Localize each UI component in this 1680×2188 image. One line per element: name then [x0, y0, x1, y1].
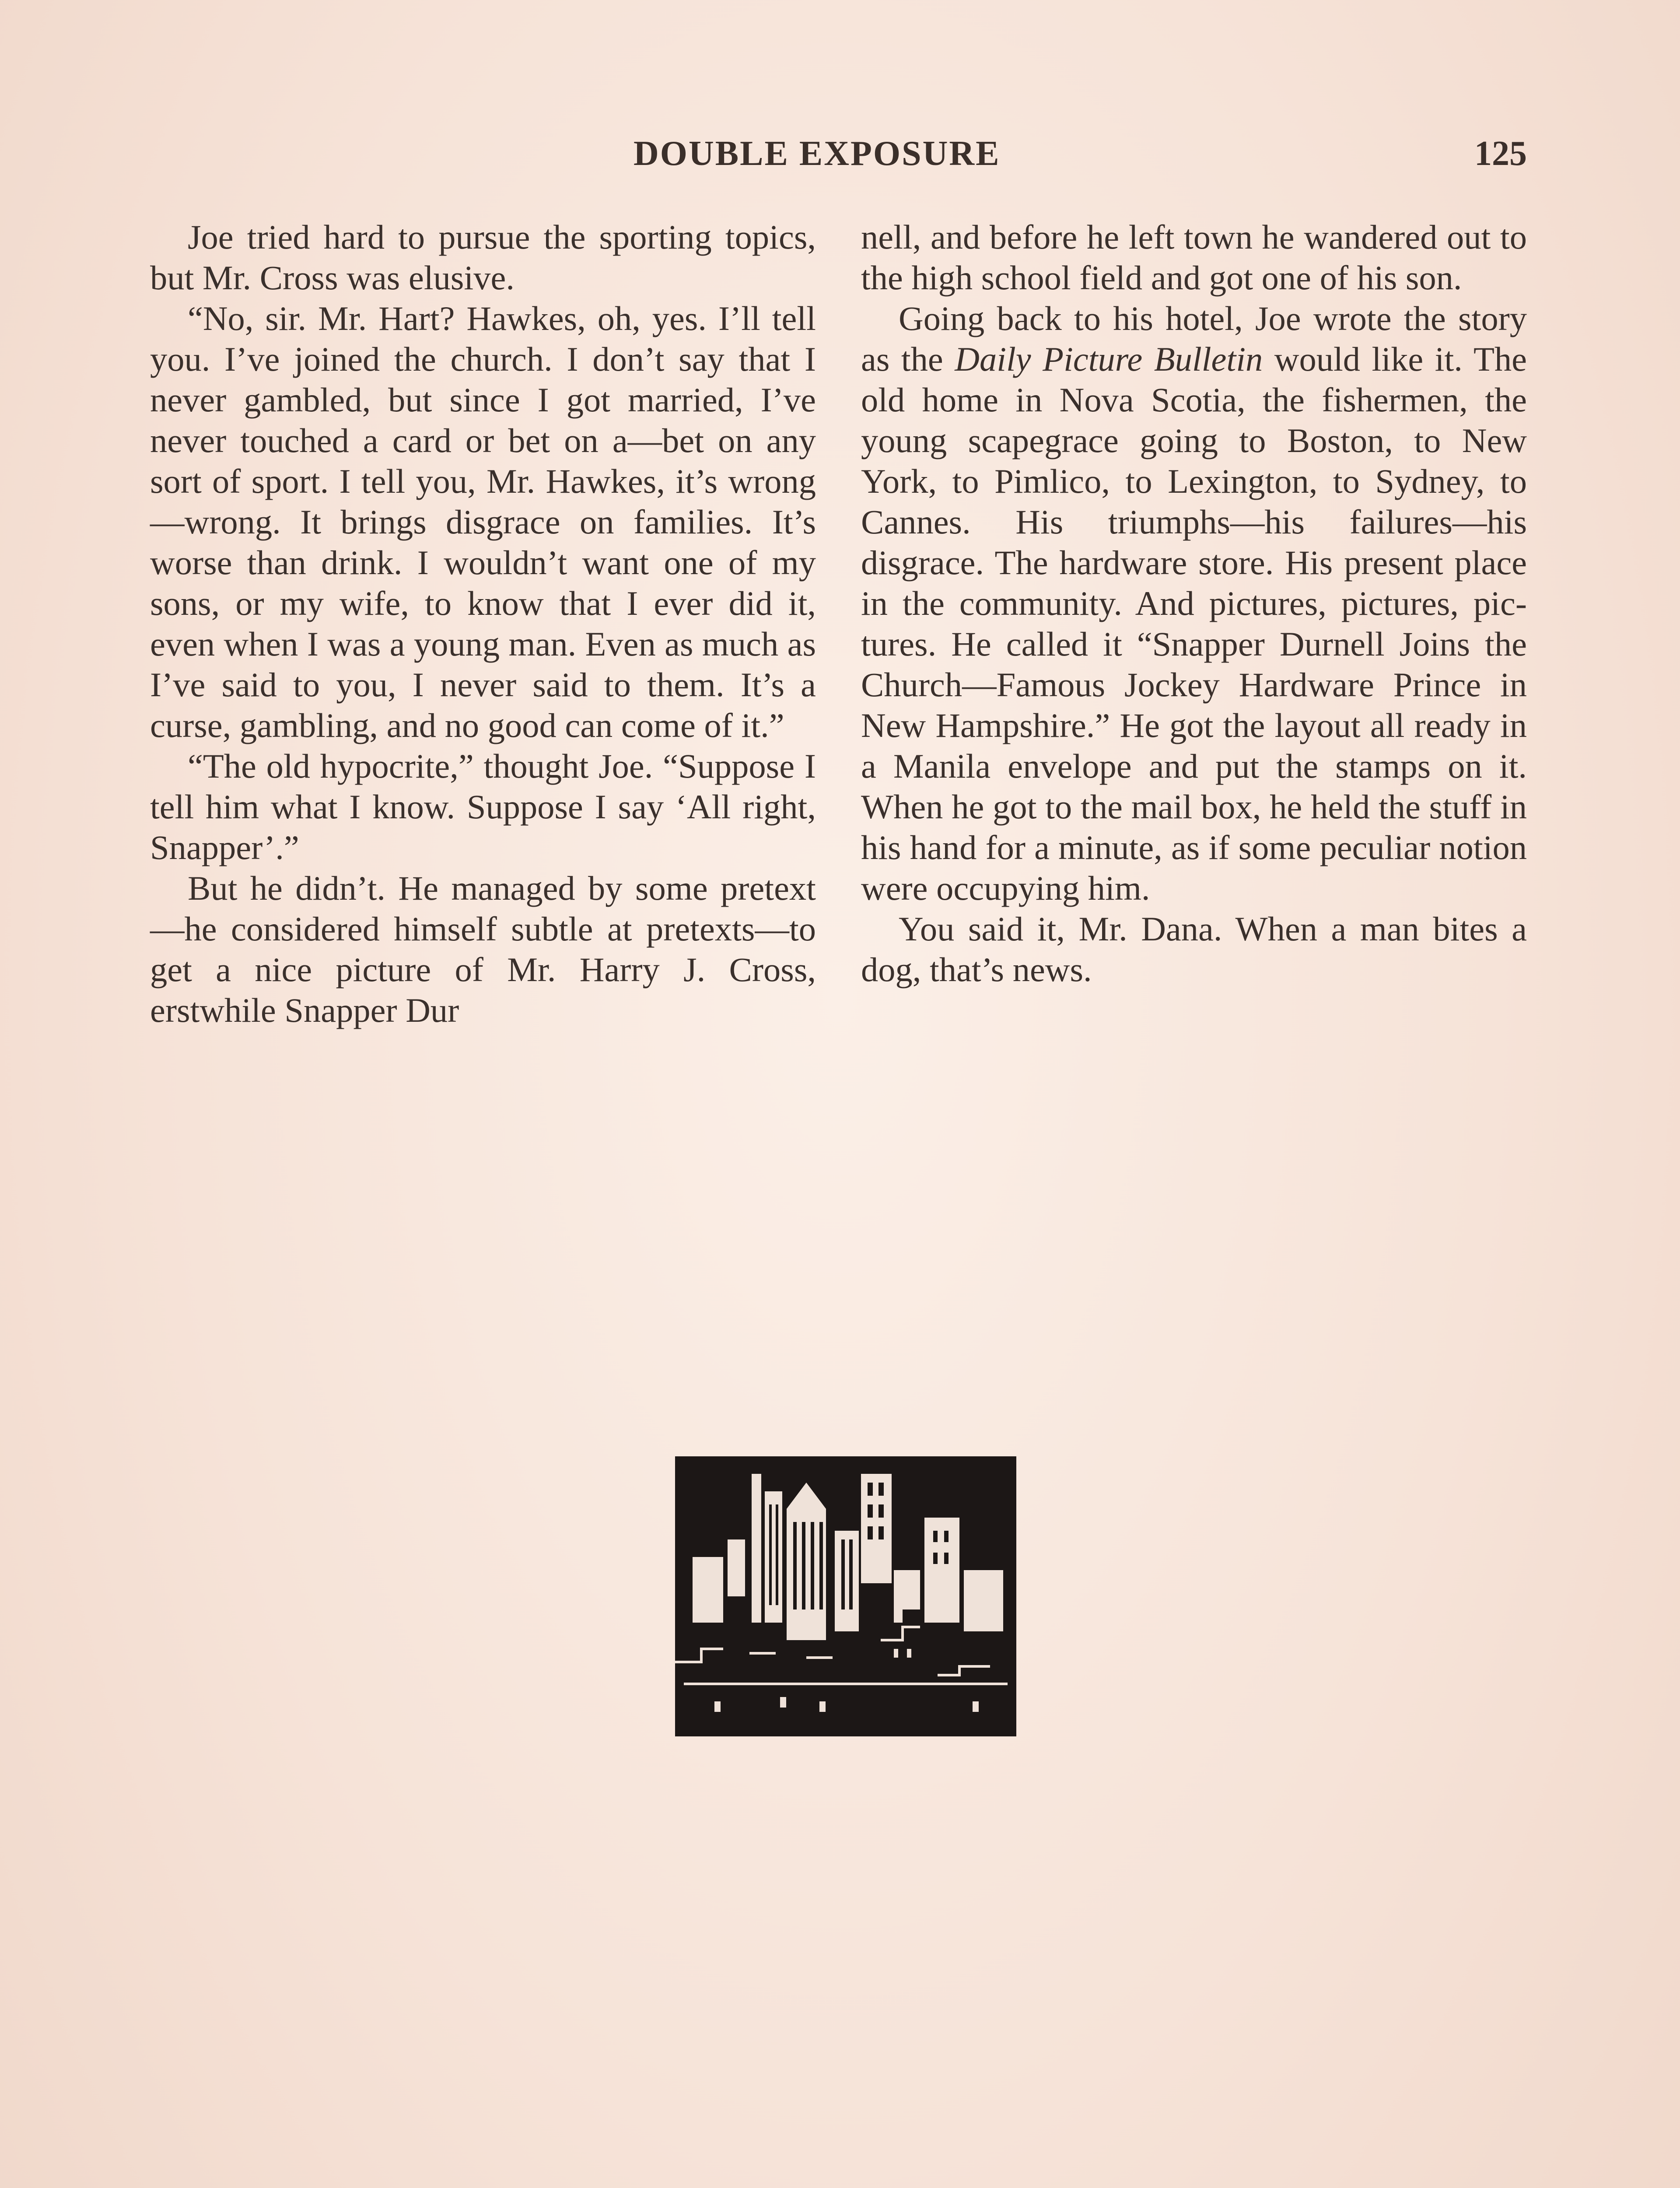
left-column: [150, 217, 816, 1031]
text-run: Going back to his hotel, Joe wrote the story as the: [861, 299, 1527, 378]
running-head: [0, 130, 1680, 178]
paragraph: “The old hypocrite,” thought Joe. “Suppose I tell him what I know. Suppose I say ‘All right, Snapper’.”: [150, 747, 816, 866]
city-skyline-woodcut: [675, 1456, 1016, 1736]
running-title: DOUBLE EXPOSURE: [634, 134, 1001, 173]
publication-title: Daily Picture Bulletin: [955, 340, 1263, 378]
paragraph: Joe tried hard to pursue the sporting topics, but Mr. Cross was elusive.: [150, 218, 816, 297]
text-run: would like it. The old home in Nova Scotia, the fishermen, the young scapegrace going to Boston, to New York, to Pimlico, to Lexington, to Sydney, to Cannes. His triumphs—his failures—his disgrace. The hardware store. His present place in the community. And pictures, pictures, pictures. He called it “Snapper Durnell Joins the Church—Famous Jockey Hardware Prince in New Hampshire.” He got the layout all ready in a Manila envelope and put the stamps on it. When he got to the mail box, he held the stuff in his hand for a minute, as if some peculiar notion were occupying him.: [861, 340, 1527, 907]
page-number: 125: [1474, 134, 1527, 173]
paragraph: You said it, Mr. Dana. When a man bites a dog, that’s news.: [861, 910, 1527, 989]
paragraph: But he didn’t. He managed by some pretext—he considered himself subtle at pretexts—to get a nice picture of Mr. Harry J. Cross, erstwhile Snapper Dur: [150, 869, 816, 1029]
paragraph: [861, 298, 1527, 908]
right-column: [861, 217, 1527, 990]
paragraph-continued: nell, and before he left town he wandered out to the high school field and got one of his son.: [861, 218, 1527, 297]
paragraph: “No, sir. Mr. Hart? Hawkes, oh, yes. I’ll tell you. I’ve joined the church. I don’t say that I never gambled, but since I got married, I’ve never touched a card or bet on a—bet on any sort of sport. I tell you, Mr. Hawkes, it’s wrong—wrong. It brings disgrace on families. It’s worse than drink. I wouldn’t want one of my sons, or my wife, to know that I ever did it, even when I was a young man. Even as much as I’ve said to you, I never said to them. It’s a curse, gambling, and no good can come of it.”: [150, 299, 816, 744]
